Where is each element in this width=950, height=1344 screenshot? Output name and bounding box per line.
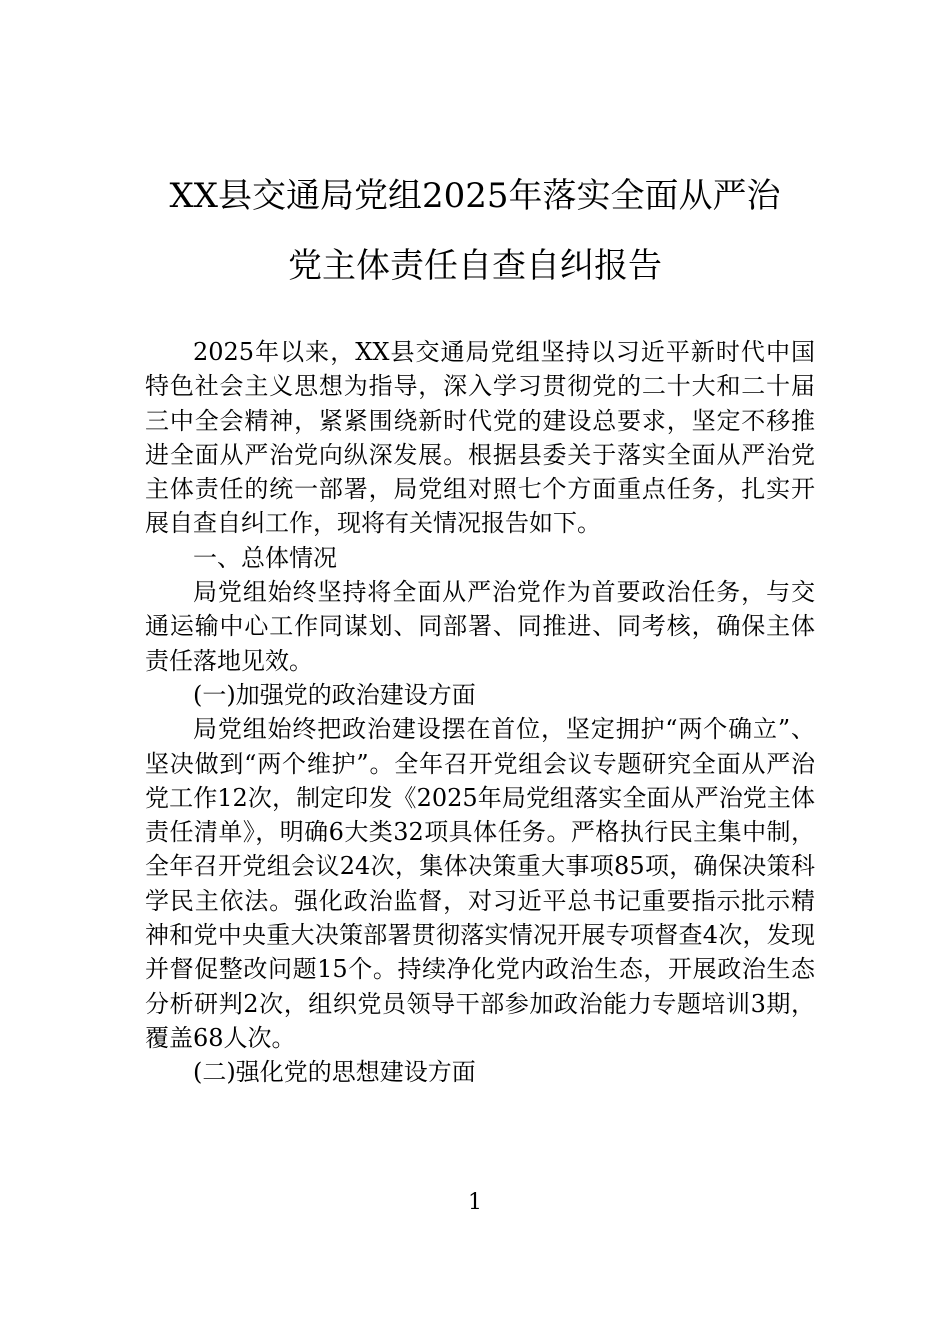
- document-title-line-1: XX县交通局党组2025年落实全面从严治: [169, 176, 781, 216]
- subsection-heading-ideological: (二)强化党的思想建设方面: [193, 1058, 476, 1087]
- political-paragraph: 局党组始终把政治建设摆在首位，坚定拥护“两个确立”、坚决做到“两个维护”。全年召开党组会议专题研究全面从严治党工作12次，制定印发《2025年局党组落实全面从严治党主体责任清单》，明确6大类32项具体任务。严格执行民主集中制，全年召开党组会议24次，集体决策重大事项85项，确保决策科学民主依法。强化政治监督，对习近平总书记重要指示批示精神和党中央重大决策部署贯彻落实情况开展专项督查4次，发现并督促整改问题15个。持续净化党内政治生态，开展政治生态分析研判2次，组织党员领导干部参加政治能力专题培训3期，覆盖68人次。: [145, 715, 815, 1052]
- document-body: [145, 335, 815, 1090]
- overall-paragraph: 局党组始终坚持将全面从严治党作为首要政治任务，与交通运输中心工作同谋划、同部署、同推进、同考核，确保主体责任落地见效。: [145, 578, 815, 675]
- section-heading-overall: 一、总体情况: [193, 543, 337, 572]
- intro-paragraph: 2025年以来，XX县交通局党组坚持以习近平新时代中国特色社会主义思想为指导，深入学习贯彻党的二十大和二十届三中全会精神，紧紧围绕新时代党的建设总要求，坚定不移推进全面从严治党向纵深发展。根据县委关于落实全面从严治党主体责任的统一部署，局党组对照七个方面重点任务，扎实开展自查自纠工作，现将有关情况报告如下。: [145, 338, 815, 538]
- page-number: 1: [468, 1190, 482, 1215]
- document-title-line-2: 党主体责任自查自纠报告: [288, 246, 662, 286]
- subsection-heading-political: (一)加强党的政治建设方面: [193, 680, 476, 709]
